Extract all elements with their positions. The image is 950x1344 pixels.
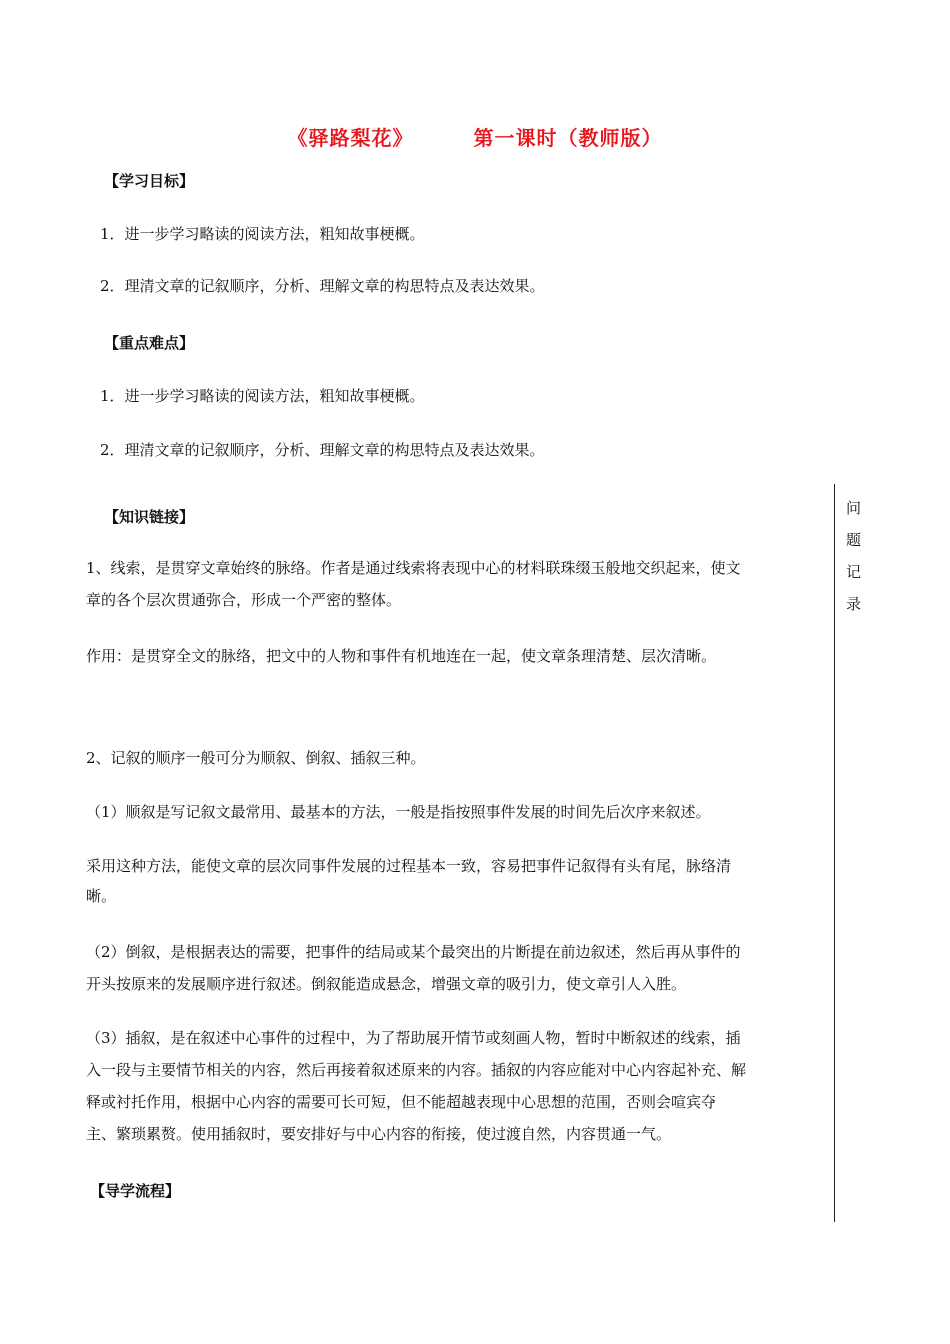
clue-line-2: 章的各个层次贯通弥合，形成一个严密的整体。 (86, 591, 402, 609)
notes-label-char: 录 (846, 595, 862, 613)
keypoint-item-2: 2．理清文章的记叙顺序，分析、理解文章的构思特点及表达效果。 (100, 441, 545, 459)
notes-label-char: 题 (846, 531, 862, 549)
notes-column-label (846, 492, 864, 620)
sequential-line-1: （1）顺叙是写记叙文最常用、最基本的方法，一般是指按照事件发展的时间先后次序来叙述。 (86, 803, 711, 821)
goals-heading: 【学习目标】 (104, 172, 195, 190)
notes-label-char: 记 (846, 563, 862, 581)
order-intro: 2、记叙的顺序一般可分为顺叙、倒叙、插叙三种。 (86, 749, 426, 767)
keypoint-item-1: 1．进一步学习略读的阅读方法，粗知故事梗概。 (100, 387, 425, 405)
knowledge-heading: 【知识链接】 (104, 508, 195, 526)
process-heading: 【导学流程】 (90, 1182, 181, 1200)
clue-line-1: 1、线索，是贯穿文章始终的脉络。作者是通过线索将表现中心的材料联珠缀玉般地交织起来，使文 (86, 559, 741, 577)
insert-line-2: 入一段与主要情节相关的内容，然后再接着叙述原来的内容。插叙的内容应能对中心内容起补充、解 (86, 1061, 747, 1079)
sequential-line-3: 晰。 (86, 887, 117, 905)
flashback-line-2: 开头按原来的发展顺序进行叙述。倒叙能造成悬念，增强文章的吸引力，使文章引人入胜。 (86, 975, 687, 993)
goal-item-2: 2．理清文章的记叙顺序，分析、理解文章的构思特点及表达效果。 (100, 277, 545, 295)
insert-line-4: 主、繁琐累赘。使用插叙时，要安排好与中心内容的衔接，使过渡自然，内容贯通一气。 (86, 1125, 672, 1143)
title-lesson: 第一课时（教师版） (473, 126, 663, 150)
clue-function: 作用：是贯穿全文的脉络，把文中的人物和事件有机地连在一起，使文章条理清楚、层次清晰。 (86, 647, 717, 665)
notes-label-char: 问 (846, 499, 862, 517)
keypoints-heading: 【重点难点】 (104, 334, 195, 352)
flashback-line-1: （2）倒叙，是根据表达的需要，把事件的结局或某个最突出的片断提在前边叙述，然后再从事件的 (86, 943, 741, 961)
insert-line-1: （3）插叙，是在叙述中心事件的过程中，为了帮助展开情节或刻画人物，暂时中断叙述的线索，插 (86, 1029, 741, 1047)
page-title (0, 122, 950, 151)
title-book-name: 《驿路梨花》 (287, 126, 414, 150)
insert-line-3: 释或衬托作用，根据中心内容的需要可长可短，但不能超越表现中心思想的范围，否则会喧宾夺 (86, 1093, 717, 1111)
goal-item-1: 1．进一步学习略读的阅读方法，粗知故事梗概。 (100, 225, 425, 243)
notes-column-divider (834, 484, 835, 1222)
sequential-line-2: 采用这种方法，能使文章的层次同事件发展的过程基本一致，容易把事件记叙得有头有尾，脉络清 (86, 857, 732, 875)
